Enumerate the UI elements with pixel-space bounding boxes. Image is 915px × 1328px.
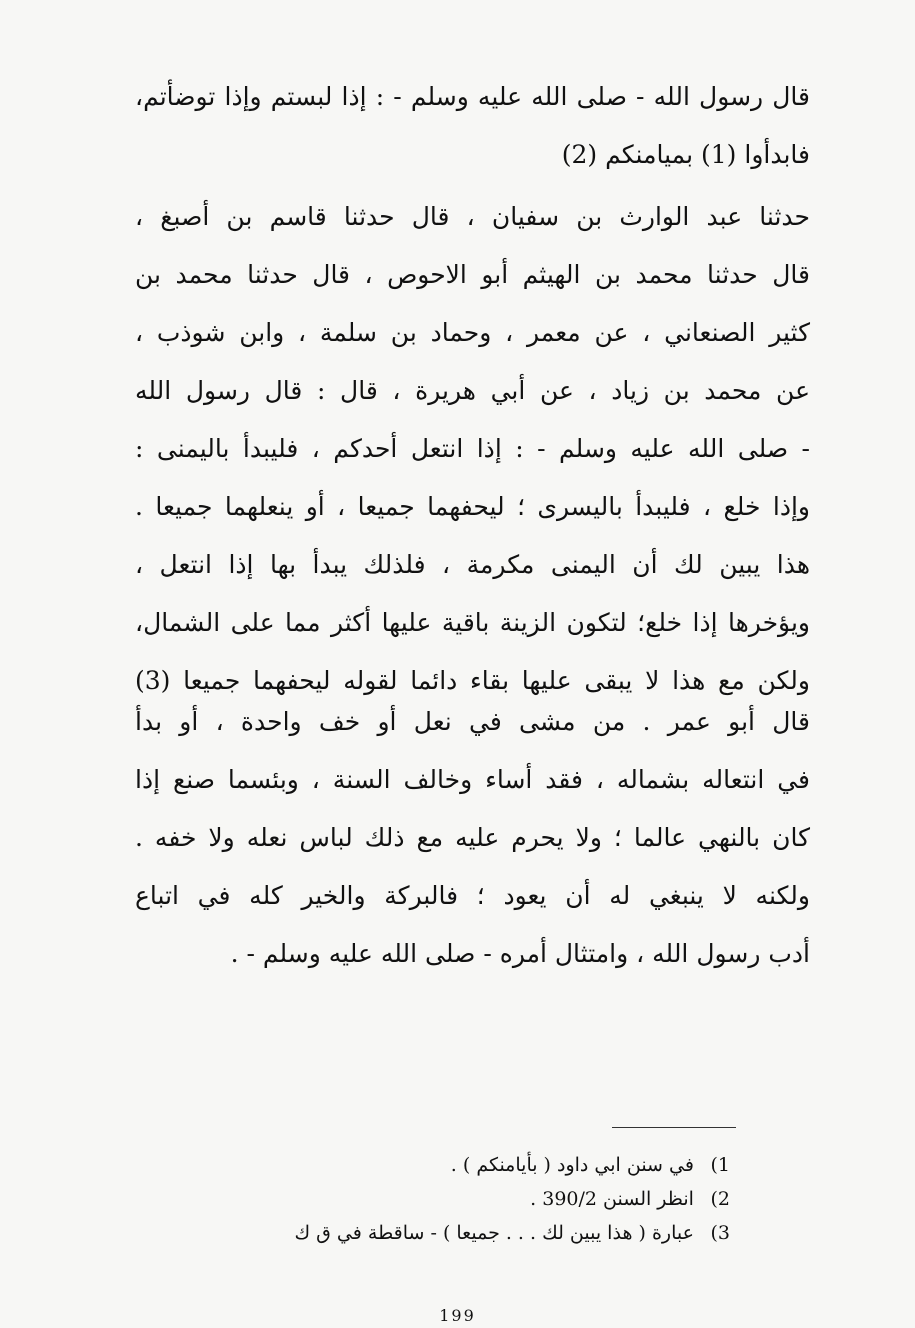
text-line: - صلى الله عليه وسلم - : إذا انتعل أحدكم ، فليبدأ باليمنى : <box>135 434 810 463</box>
footnotes <box>200 1148 730 1250</box>
text-line: أدب رسول الله ، وامتثال أمره - صلى الله عليه وسلم - . <box>230 939 810 968</box>
page-number: 199 <box>439 1306 476 1325</box>
text-line: ويؤخرها إذا خلع؛ لتكون الزينة باقية عليها أكثر مما على الشمال، <box>135 608 810 637</box>
footnote-number: 2) <box>710 1188 730 1210</box>
text-line: فابدأوا (1) بميامنكم (2) <box>561 140 810 169</box>
footnote-number: 3) <box>710 1222 730 1244</box>
text-line: قال أبو عمر . من مشى في نعل أو خف واحدة ، أو بدأ <box>135 707 810 736</box>
footnote-divider <box>612 1127 736 1128</box>
footnote-3 <box>200 1216 730 1250</box>
paragraph-3 <box>135 693 810 983</box>
text-line: في انتعاله بشماله ، فقد أساء وخالف السنة ، وبئسما صنع إذا <box>135 765 810 794</box>
text-line: قال رسول الله - صلى الله عليه وسلم - : إذا لبستم وإذا توضأتم، <box>135 82 810 111</box>
footnote-text: في سنن ابي داود ( بأيامنكم ) . <box>450 1154 694 1176</box>
text-line: وإذا خلع ، فليبدأ باليسرى ؛ ليحفهما جميعا ، أو ينعلهما جميعا . <box>135 492 810 521</box>
text-line: ولكنه لا ينبغي له أن يعود ؛ فالبركة والخير كله في اتباع <box>135 881 810 910</box>
text-line: حدثنا عبد الوارث بن سفيان ، قال حدثنا قاسم بن أصبغ ، <box>135 202 810 231</box>
text-line: كان بالنهي عالما ؛ ولا يحرم عليه مع ذلك لباس نعله ولا خفه . <box>135 823 810 852</box>
footnote-2 <box>200 1182 730 1216</box>
text-line: قال حدثنا محمد بن الهيثم أبو الاحوص ، قال حدثنا محمد بن <box>135 260 810 289</box>
text-line: كثير الصنعاني ، عن معمر ، وحماد بن سلمة ، وابن شوذب ، <box>135 318 810 347</box>
footnote-1 <box>200 1148 730 1182</box>
text-line: ولكن مع هذا لا يبقى عليها بقاء دائما لقوله ليحفهما جميعا (3) <box>135 666 810 695</box>
text-line: عن محمد بن زياد ، عن أبي هريرة ، قال : قال رسول الله <box>135 376 810 405</box>
footnote-text: عبارة ( هذا يبين لك . . . جميعا ) - ساقطة في ق ك <box>294 1222 694 1244</box>
footnote-number: 1) <box>710 1154 730 1176</box>
paragraph-1 <box>135 68 810 184</box>
paragraph-2 <box>135 188 810 710</box>
footnote-text: انظر السنن 390/2 . <box>530 1188 694 1210</box>
text-line: هذا يبين لك أن اليمنى مكرمة ، فلذلك يبدأ بها إذا انتعل ، <box>135 550 810 579</box>
